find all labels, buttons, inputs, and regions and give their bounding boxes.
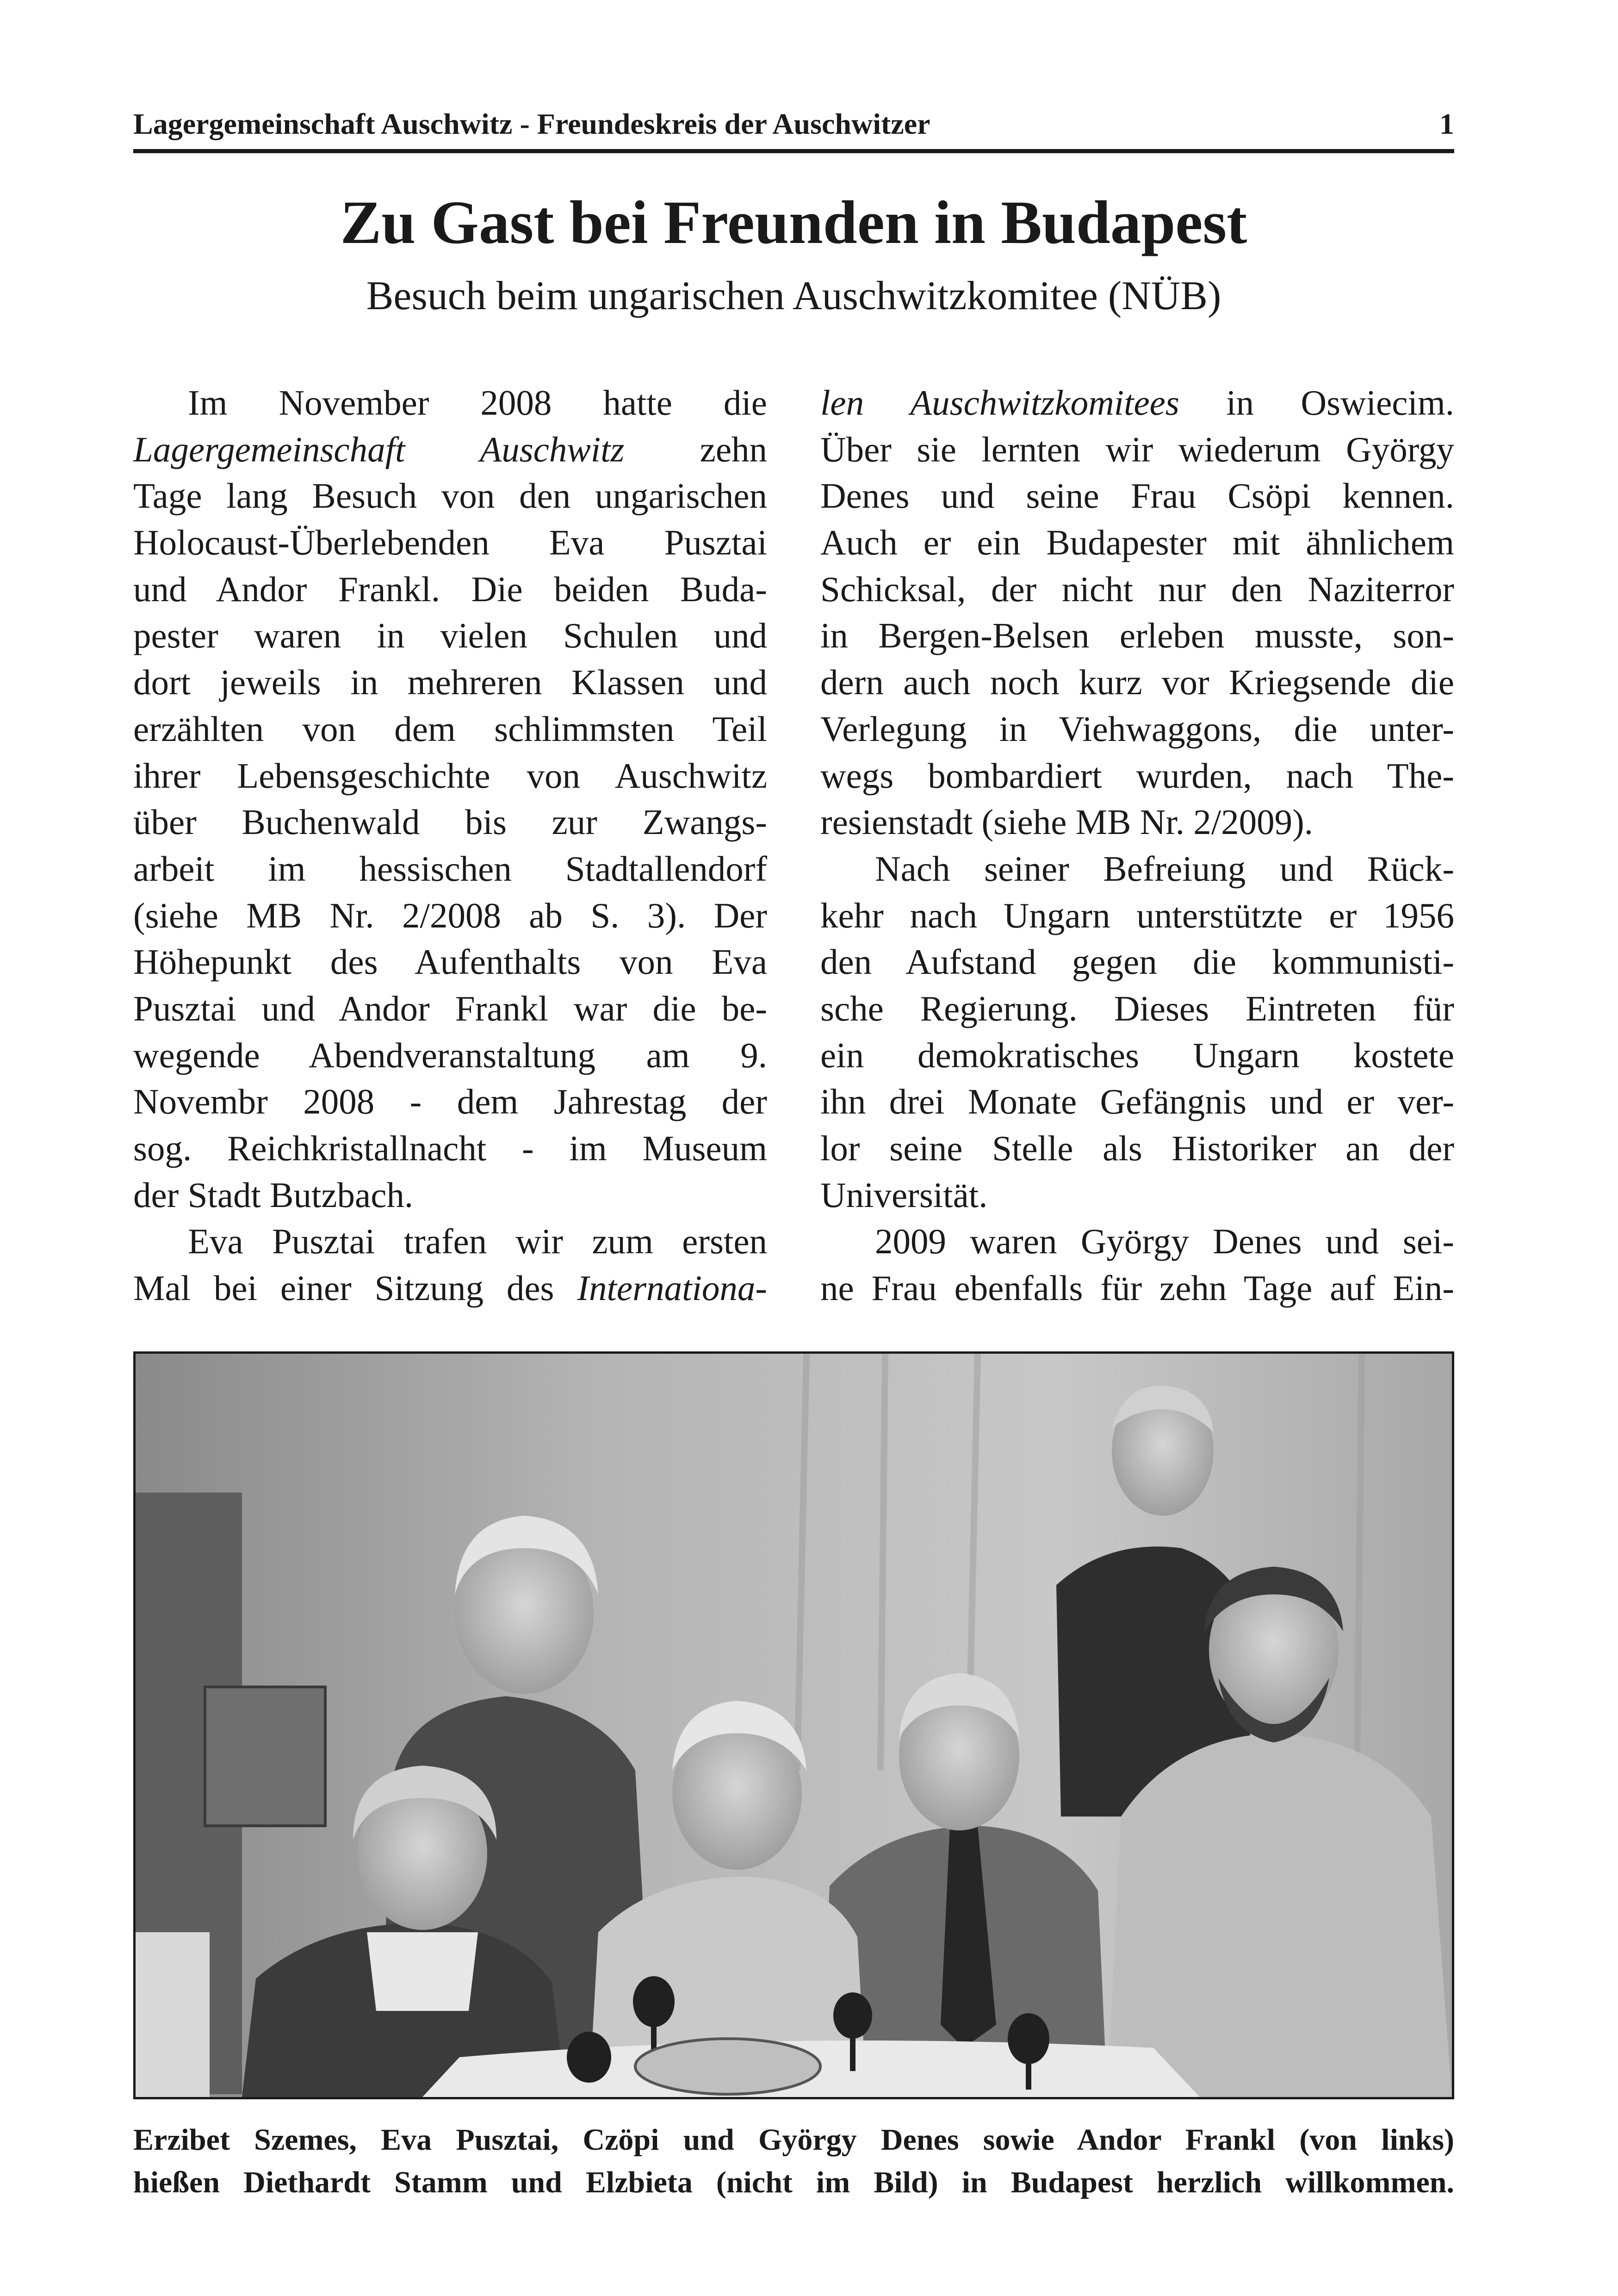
text-line: der Stadt Butzbach. [133, 1175, 414, 1215]
photo-caption [133, 2119, 1454, 2204]
page-number: 1 [1439, 107, 1454, 140]
text-line: len Auschwitzkomitees in Oswiecim. [820, 383, 1454, 423]
text-line: ne Frau ebenfalls für zehn Tage auf Ein- [820, 1268, 1454, 1308]
text-line: (siehe MB Nr. 2/2008 ab S. 3). Der [133, 895, 767, 935]
text-line: dort jeweils in mehreren Klassen und [133, 662, 767, 703]
text-line: Tage lang Besuch von den ungarischen [133, 476, 767, 516]
text-line: sche Regierung. Dieses Eintreten für [820, 988, 1454, 1028]
italic-text: Internationa- [577, 1268, 767, 1308]
text-line: Mal bei einer Sitzung des Internationa- [133, 1268, 767, 1308]
text-line: Im November 2008 hatte die [188, 383, 767, 423]
running-header [133, 106, 1454, 143]
text-line: dern auch noch kurz vor Kriegsende die [820, 662, 1454, 703]
text-line: in Bergen-Belsen erleben musste, son- [820, 616, 1454, 656]
text-line: Über sie lernten wir wiederum György [820, 429, 1454, 469]
text-line: ein demokratisches Ungarn kostete [820, 1035, 1454, 1075]
italic-text: Lagergemeinschaft Auschwitz [133, 429, 625, 469]
text-line: sog. Reichkristallnacht - im Museum [133, 1128, 767, 1168]
text-line: ihrer Lebensgeschichte von Auschwitz [133, 755, 767, 796]
text-line: und Andor Frankl. Die beiden Buda- [133, 569, 767, 609]
text-line: Novembr 2008 - dem Jahrestag der [133, 1082, 767, 1122]
caption-line: Erzibet Szemes, Eva Pusztai, Czöpi und György Denes sowie Andor Frankl (von links) [133, 2123, 1454, 2157]
article-subtitle: Besuch beim ungarischen Auschwitzkomitee (NÜB) [366, 274, 1221, 318]
text-line: Nach seiner Befreiung und Rück- [875, 848, 1454, 889]
text-line: Denes und seine Frau Csöpi kennen. [820, 476, 1454, 516]
running-title: Lagergemeinschaft Auschwitz - Freundeskreis der Auschwitzer [133, 107, 930, 140]
right-column [820, 380, 1454, 1312]
text-line: ihn drei Monate Gefängnis und er ver- [820, 1082, 1454, 1122]
text-line: Schicksal, der nicht nur den Naziterror [820, 569, 1454, 609]
article-title: Zu Gast bei Freunden in Budapest [340, 188, 1247, 256]
text-line: Höhepunkt des Aufenthalts von Eva [133, 942, 767, 982]
text-line: Verlegung in Viehwaggons, die unter- [820, 709, 1454, 749]
text-line: Universität. [820, 1175, 988, 1215]
text-line: den Aufstand gegen die kommunisti- [820, 942, 1454, 982]
text-line: Eva Pusztai trafen wir zum ersten [188, 1221, 767, 1262]
text-line: arbeit im hessischen Stadtallendorf [133, 848, 767, 889]
group-photo [133, 1351, 1454, 2099]
left-column [133, 380, 767, 1312]
text-line: Holocaust-Überlebenden Eva Pusztai [133, 523, 767, 563]
text-line: wegs bombardiert wurden, nach The- [820, 755, 1454, 796]
header-rule [133, 149, 1454, 153]
italic-text: len Auschwitzkomitees [820, 383, 1179, 423]
text-line: Pusztai und Andor Frankl war die be- [133, 988, 767, 1028]
text-line: über Buchenwald bis zur Zwangs- [133, 802, 767, 842]
text-line: Auch er ein Budapester mit ähnlichem [820, 523, 1454, 563]
text-line: lor seine Stelle als Historiker an der [820, 1128, 1454, 1168]
caption-line: hießen Diethardt Stamm und Elzbieta (nicht im Bild) in Budapest herzlich willkommen. [133, 2165, 1454, 2199]
text-line: erzählten von dem schlimmsten Teil [133, 709, 767, 749]
text-line: Lagergemeinschaft Auschwitz zehn [133, 429, 767, 469]
text-line: resienstadt (siehe MB Nr. 2/2009). [820, 802, 1313, 842]
text-line: wegende Abendveranstaltung am 9. [133, 1035, 767, 1075]
text-line: kehr nach Ungarn unterstützte er 1956 [820, 895, 1454, 935]
text-line: 2009 waren György Denes und sei- [875, 1221, 1454, 1262]
text-line: pester waren in vielen Schulen und [133, 616, 767, 656]
